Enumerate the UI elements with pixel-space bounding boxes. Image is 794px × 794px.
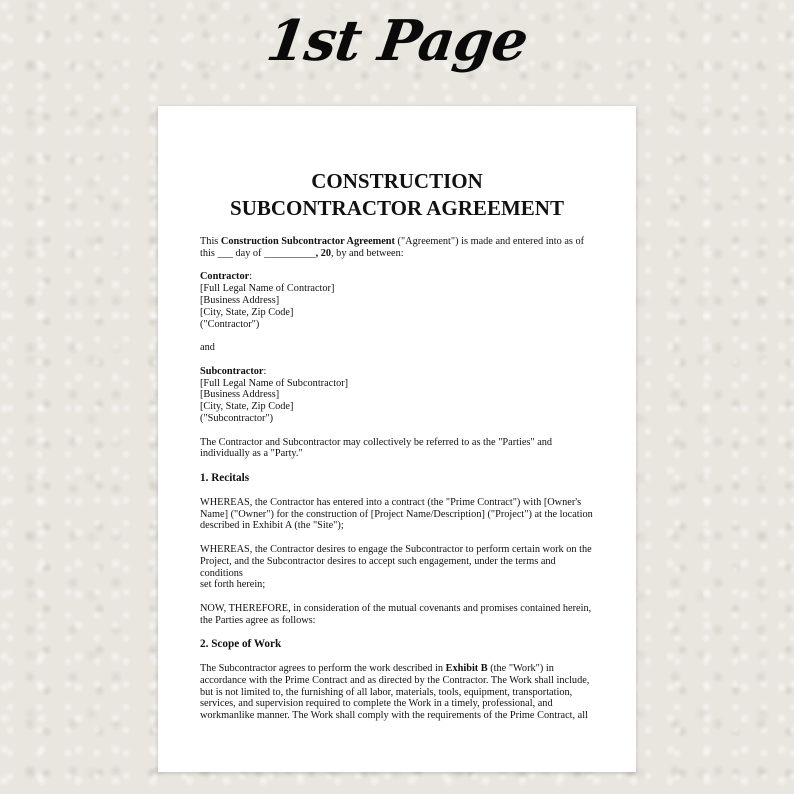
- subcontractor-line: ("Subcontractor"): [200, 412, 274, 424]
- paragraph-line: WHEREAS, the Contractor has entered into a contract (the "Prime Contract") with [Owner's: [200, 496, 582, 508]
- subcontractor-line: [Full Legal Name of Subcontractor]: [200, 377, 349, 389]
- subcontractor-label: Subcontractor: [200, 365, 264, 377]
- paragraph-line: individually as a "Party.": [200, 448, 303, 460]
- paragraph-line: [200, 663, 594, 675]
- subcontractor-line: [Business Address]: [200, 389, 280, 401]
- subcontractor-heading: Subcontractor:: [200, 365, 267, 377]
- paragraph-line: set forth herein;: [200, 579, 266, 591]
- paragraph-line: accordance with the Prime Contract and as directed by the Contractor. The Work shall include,: [200, 674, 590, 686]
- parties-paragraph: [200, 437, 594, 461]
- date-blank: this ___ day of __________: [200, 247, 316, 259]
- intro-line-2: [200, 248, 594, 260]
- contractor-line: [Full Legal Name of Contractor]: [200, 283, 335, 295]
- paragraph-line: workmanlike manner. The Work shall comply with the requirements of the Prime Contract, all: [200, 710, 588, 722]
- contractor-block: [200, 271, 594, 330]
- document-page: [158, 106, 636, 772]
- intro-paragraph: [200, 236, 594, 260]
- exhibit-b-ref: Exhibit B: [445, 663, 488, 675]
- scope-text: The Subcontractor agrees to perform the work described in: [200, 663, 446, 675]
- agreement-name: Construction Subcontractor Agreement: [220, 236, 395, 247]
- and-text: and: [200, 342, 215, 354]
- subcontractor-block: [200, 366, 594, 425]
- paragraph-line: Project, and the Subcontractor desires to accept such engagement, under the terms and conditions: [200, 555, 556, 579]
- paragraph-line: services, and supervision required to complete the Work in a timely, professional, and: [200, 698, 553, 710]
- contractor-line: [City, State, Zip Code]: [200, 306, 294, 318]
- title-line-1: CONSTRUCTION: [311, 169, 483, 193]
- intro-text: , by and between:: [331, 247, 404, 259]
- section-1-heading: 1. Recitals: [200, 471, 250, 484]
- recital-paragraph-1: [200, 497, 594, 532]
- document-body: [200, 236, 594, 722]
- year-prefix: , 20: [315, 247, 332, 259]
- paragraph-line: The Contractor and Subcontractor may collectively be referred to as the "Parties" and: [200, 436, 553, 448]
- scope-text: (the "Work") in: [487, 663, 554, 675]
- contractor-line: ("Contractor"): [200, 318, 260, 330]
- subcontractor-line: [City, State, Zip Code]: [200, 401, 294, 413]
- paragraph-line: the Parties agree as follows:: [200, 614, 316, 626]
- recital-paragraph-2: [200, 544, 594, 591]
- paragraph-line: but is not limited to, the furnishing of all labor, materials, tools, equipment, transportation,: [200, 686, 573, 698]
- paragraph-line: WHEREAS, the Contractor desires to engage the Subcontractor to perform certain work on the: [200, 543, 592, 555]
- contractor-heading: Contractor:: [200, 271, 253, 283]
- intro-text: ("Agreement") is made and entered into as of: [394, 236, 585, 247]
- paragraph-line: NOW, THEREFORE, in consideration of the mutual covenants and promises contained herein,: [200, 602, 592, 614]
- document-title: [200, 168, 594, 222]
- intro-text: This: [200, 236, 221, 247]
- intro-line-1: [200, 236, 594, 248]
- paragraph-line: described in Exhibit A (the "Site");: [200, 520, 344, 532]
- paragraph-line: Name] ("Owner") for the construction of [Project Name/Description] ("Project") at the location: [200, 508, 593, 520]
- section-2-heading: 2. Scope of Work: [200, 638, 282, 651]
- scope-paragraph: [200, 663, 594, 722]
- contractor-line: [Business Address]: [200, 294, 280, 306]
- contractor-label: Contractor: [200, 271, 250, 283]
- recital-paragraph-3: [200, 603, 594, 627]
- page-banner-title: 1st Page: [262, 8, 532, 74]
- title-line-2: SUBCONTRACTOR AGREEMENT: [230, 196, 564, 220]
